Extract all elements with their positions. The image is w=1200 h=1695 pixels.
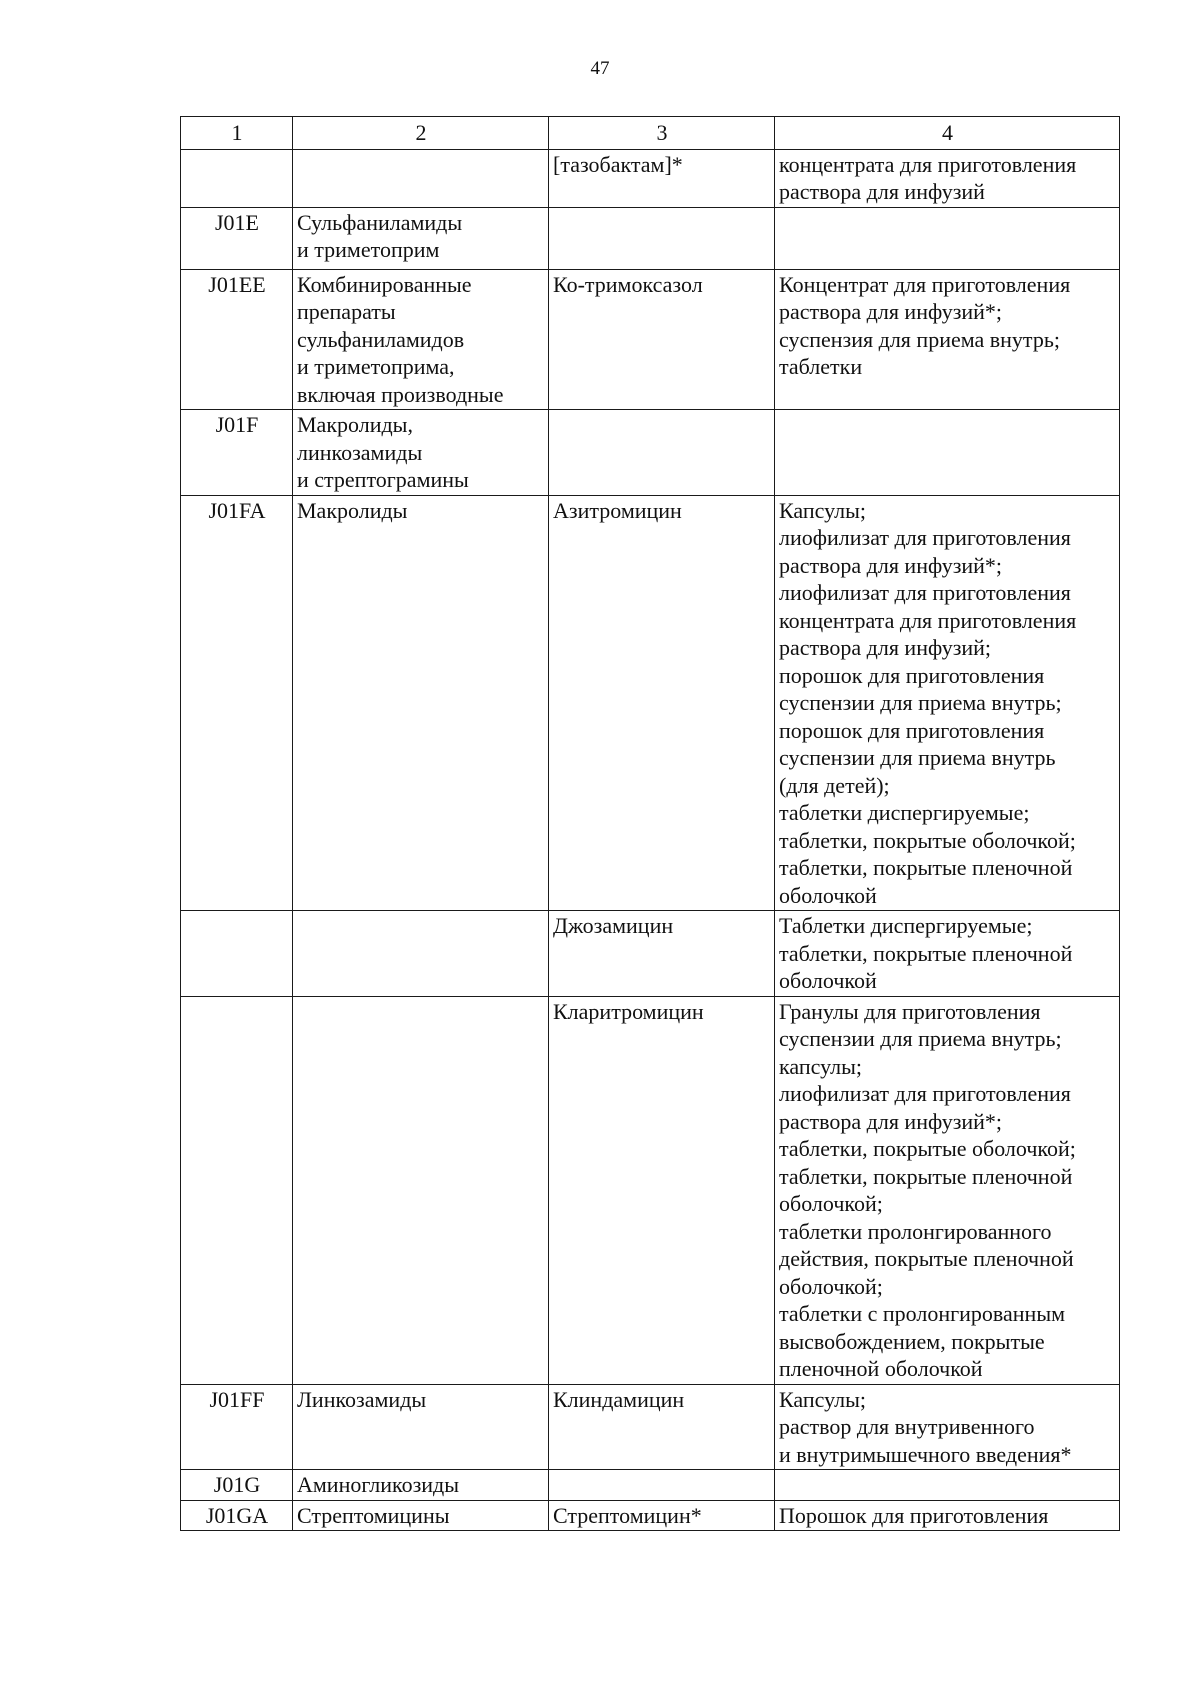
cell-text-line: таблетки, покрытые пленочной: [779, 1163, 1073, 1189]
drug-name-cell: [549, 410, 775, 496]
drug-name-cell: [549, 207, 775, 269]
cell-text-line: таблетки пролонгированного: [779, 1218, 1052, 1244]
cell-text-line: Порошок для приготовления: [779, 1502, 1049, 1528]
cell-text-line: Капсулы;: [779, 497, 867, 523]
drug-name-cell: [549, 149, 775, 207]
pharmacological-group-cell: [293, 1500, 549, 1531]
column-header-4: 4: [775, 117, 1120, 150]
drug-name-cell: [549, 1470, 775, 1501]
drug-table: [180, 116, 1120, 1531]
cell-text-line: Капсулы;: [779, 1386, 867, 1412]
cell-text-line: линкозамиды: [297, 439, 423, 465]
cell-text-line: Азитромицин: [553, 497, 682, 523]
column-header-1: 1: [181, 117, 293, 150]
atc-code-cell: [181, 911, 293, 997]
cell-text-line: капсулы;: [779, 1053, 862, 1079]
drug-name-cell: [549, 1384, 775, 1470]
atc-code-cell: J01EE: [181, 269, 293, 410]
page-number: 47: [590, 58, 610, 79]
cell-text-line: оболочкой;: [779, 1273, 883, 1299]
cell-text-line: таблетки с пролонгированным: [779, 1301, 1066, 1326]
atc-code-cell: J01F: [181, 410, 293, 496]
table-row: [181, 1384, 1120, 1470]
cell-text-line: суспензии для приема внутрь: [779, 745, 1056, 770]
cell-text-line: и внутримышечного введения*: [779, 1441, 1072, 1467]
table-header-row: [181, 117, 1120, 150]
cell-text-line: оболочкой: [779, 882, 877, 908]
drug-name-cell: [549, 996, 775, 1384]
cell-text-line: Таблетки диспергируемые;: [779, 913, 1033, 938]
cell-text-line: сульфаниламидов: [297, 326, 465, 352]
cell-text-line: суспензии для приема внутрь;: [779, 690, 1062, 715]
atc-code-cell: J01G: [181, 1470, 293, 1501]
atc-code-cell: J01GA: [181, 1500, 293, 1531]
column-header-3: 3: [549, 117, 775, 150]
cell-text-line: Линкозамиды: [297, 1386, 427, 1412]
cell-text-line: и триметоприма,: [297, 354, 455, 379]
pharmacological-group-cell: [293, 911, 549, 997]
table-row: [181, 149, 1120, 207]
drug-name-cell: [549, 495, 775, 911]
cell-text-line: таблетки, покрытые оболочкой;: [779, 1136, 1076, 1161]
atc-code-cell: J01FA: [181, 495, 293, 911]
cell-text-line: [тазобактам]*: [553, 151, 683, 177]
table-body: [181, 149, 1120, 1531]
pharmacological-group-cell: [293, 996, 549, 1384]
cell-text-line: пленочной оболочкой: [779, 1356, 983, 1381]
dosage-forms-cell: [775, 269, 1120, 410]
cell-text-line: включая производные: [297, 381, 504, 407]
cell-text-line: лиофилизат для приготовления: [779, 580, 1071, 605]
cell-text-line: раствора для инфузий;: [779, 635, 992, 660]
cell-text-line: таблетки, покрытые оболочкой;: [779, 827, 1076, 853]
drug-name-cell: [549, 1500, 775, 1531]
atc-code-cell: J01E: [181, 207, 293, 269]
cell-text-line: раствора для инфузий*;: [779, 552, 1003, 578]
pharmacological-group-cell: [293, 410, 549, 496]
cell-text-line: Ко-тримоксазол: [553, 271, 703, 297]
dosage-forms-cell: [775, 996, 1120, 1384]
table-row: [181, 1470, 1120, 1501]
cell-text-line: Макролиды,: [297, 412, 413, 437]
pharmacological-group-cell: [293, 495, 549, 911]
table-row: [181, 207, 1120, 269]
pharmacological-group-cell: [293, 1470, 549, 1501]
cell-text-line: таблетки, покрытые пленочной: [779, 940, 1073, 966]
cell-text-line: оболочкой: [779, 968, 877, 993]
cell-text-line: таблетки диспергируемые;: [779, 800, 1030, 825]
cell-text-line: Макролиды: [297, 497, 408, 523]
table-row: [181, 495, 1120, 911]
table-row: [181, 911, 1120, 997]
cell-text-line: Кларитромицин: [553, 998, 704, 1024]
cell-text-line: суспензия для приема внутрь;: [779, 326, 1060, 352]
dosage-forms-cell: [775, 1470, 1120, 1501]
cell-text-line: раствора для инфузий*;: [779, 299, 1003, 324]
cell-text-line: суспензии для приема внутрь;: [779, 1026, 1062, 1051]
atc-code-cell: J01FF: [181, 1384, 293, 1470]
atc-code-cell: [181, 149, 293, 207]
table-row: [181, 269, 1120, 410]
drug-name-cell: [549, 911, 775, 997]
cell-text-line: Джозамицин: [553, 913, 674, 938]
cell-text-line: концентрата для приготовления: [779, 151, 1077, 177]
cell-text-line: и стрептограмины: [297, 467, 469, 492]
cell-text-line: порошок для приготовления: [779, 717, 1045, 743]
cell-text-line: и триметоприм: [297, 237, 440, 262]
atc-code-cell: [181, 996, 293, 1384]
pharmacological-group-cell: [293, 149, 549, 207]
drug-name-cell: [549, 269, 775, 410]
dosage-forms-cell: [775, 1384, 1120, 1470]
pharmacological-group-cell: [293, 207, 549, 269]
cell-text-line: раствора для инфузий*;: [779, 1108, 1003, 1134]
cell-text-line: таблетки: [779, 354, 863, 379]
cell-text-line: Аминогликозиды: [297, 1472, 460, 1497]
pharmacological-group-cell: [293, 1384, 549, 1470]
table-row: [181, 410, 1120, 496]
cell-text-line: (для детей);: [779, 772, 890, 798]
cell-text-line: действия, покрытые пленочной: [779, 1246, 1074, 1271]
cell-text-line: лиофилизат для приготовления: [779, 1081, 1071, 1106]
cell-text-line: Комбинированные: [297, 271, 472, 297]
cell-text-line: Стрептомицины: [297, 1502, 450, 1528]
cell-text-line: высвобождением, покрытые: [779, 1328, 1045, 1354]
dosage-forms-cell: [775, 1500, 1120, 1531]
table-row: [181, 996, 1120, 1384]
cell-text-line: таблетки, покрытые пленочной: [779, 855, 1073, 880]
pharmacological-group-cell: [293, 269, 549, 410]
dosage-forms-cell: [775, 495, 1120, 911]
cell-text-line: препараты: [297, 299, 396, 324]
dosage-forms-cell: [775, 149, 1120, 207]
cell-text-line: концентрата для приготовления: [779, 607, 1077, 633]
cell-text-line: порошок для приготовления: [779, 662, 1045, 688]
cell-text-line: Клиндамицин: [553, 1386, 685, 1412]
cell-text-line: Гранулы для приготовления: [779, 998, 1041, 1024]
cell-text-line: оболочкой;: [779, 1191, 883, 1216]
cell-text-line: Стрептомицин*: [553, 1502, 702, 1528]
cell-text-line: раствора для инфузий: [779, 179, 985, 204]
column-header-2: 2: [293, 117, 549, 150]
cell-text-line: Концентрат для приготовления: [779, 271, 1071, 297]
cell-text-line: лиофилизат для приготовления: [779, 525, 1071, 550]
cell-text-line: Сульфаниламиды: [297, 209, 463, 235]
cell-text-line: раствор для внутривенного: [779, 1414, 1035, 1439]
dosage-forms-cell: [775, 911, 1120, 997]
dosage-forms-cell: [775, 410, 1120, 496]
table-row: [181, 1500, 1120, 1531]
dosage-forms-cell: [775, 207, 1120, 269]
